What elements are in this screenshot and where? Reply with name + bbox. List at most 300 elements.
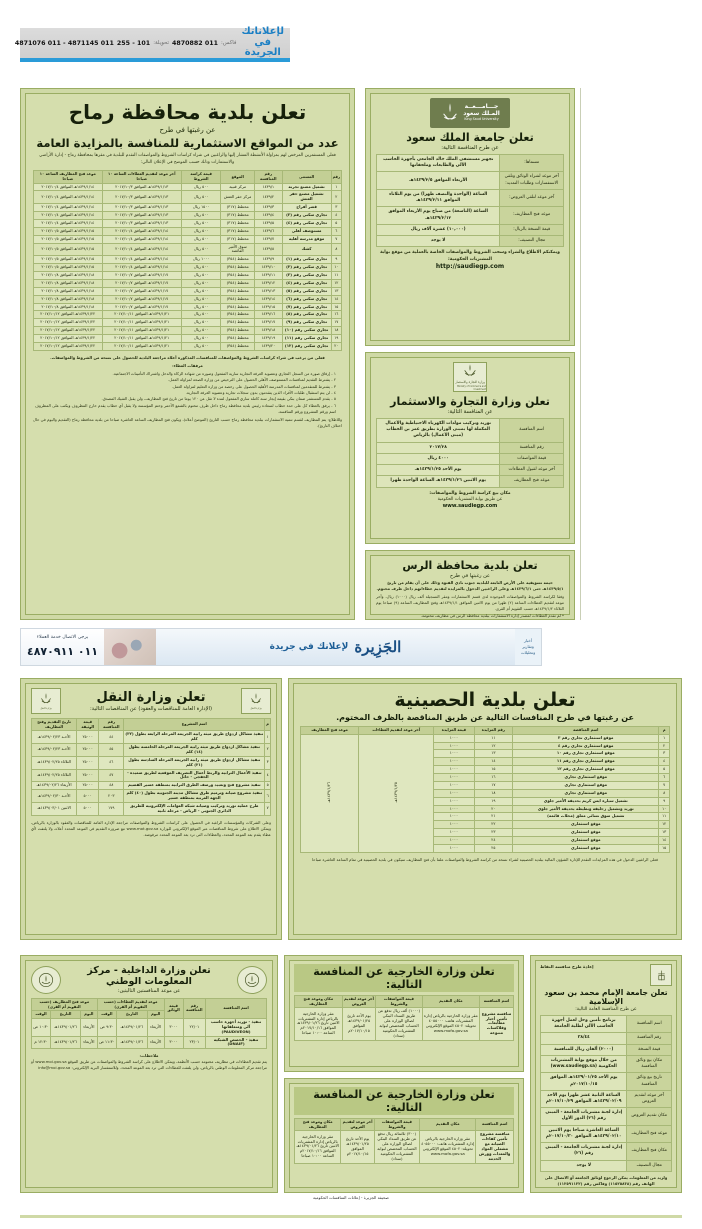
table-cell: ١٤٣٩/١/١٥هـ الموافق ٢٠١٧/١٠/٥ (34, 264, 103, 272)
table-row (32, 731, 271, 744)
table-cell: ١٤٣٩/١/١٣هـ الموافق ٢٠١٧/١٠/٣ (102, 191, 181, 204)
table-row (34, 191, 342, 204)
imam-key-4: تاريخ بيع وثائق المنافسة (627, 1073, 672, 1090)
imam-value-7: الساعة العاشرة صباحا يوم الاثنين ١٤٣٩/٠٢/١٠هـ الموافق ٢٠١٧/١٠/٣٠م (541, 1125, 627, 1142)
foreign1-col-2: قيمة المواصفات والشروط (376, 996, 422, 1008)
table-cell: ١٤٣٩/٠١/٢٦هـ (51, 1018, 81, 1036)
table-cell: مخطط (٣٥٤) (221, 342, 255, 350)
ad-alrass-municipality (365, 550, 575, 620)
commerce-key-3: آخر موعد لقبول العطاءات (500, 465, 564, 476)
table-cell: ١٤٣٩/١٨ (254, 327, 282, 335)
ad-imam-university (530, 955, 682, 1193)
table-row (34, 335, 342, 343)
table-cell: ٥٠٠٠ (77, 802, 99, 815)
imam-row (541, 1044, 672, 1055)
commerce-value-2: ٤٠٠٠ ريال (377, 453, 500, 464)
table-cell: الأربعاء (81, 1018, 98, 1036)
transport-tenders-table (31, 718, 271, 816)
rumah-sub2: عدد من المواقع الاستثمارية للمنافسة بالمزايدة العامة (36, 136, 339, 150)
jazirah-logo: الجَزِيرة (354, 638, 402, 656)
husainiyah-deadline: ١٤٣٩/١/٢٥هـ (359, 734, 434, 852)
ksu-key-1: آخر موعد لشراء الوثائق وتلقي الاستفسارات وطلبات التمديد: (500, 172, 564, 189)
transport-col-0: م (265, 719, 271, 731)
ext-number: 101 - 255 (116, 39, 151, 47)
table-cell: تجاري سكني رقم (١١) (282, 335, 331, 343)
commerce-row (377, 453, 564, 464)
interior-emblem-icon-right (237, 966, 267, 994)
table-cell: ٥٠٠ ريال (181, 272, 220, 280)
ad-banner-cta[interactable] (156, 629, 515, 665)
table-cell: ١٤٣٩/١/١٤هـ الموافق ٢٠١٧/١٠/٤ (34, 183, 103, 191)
table-cell: مخطط (٣١٧) (221, 219, 255, 227)
table-cell: ٣ (331, 204, 341, 212)
table-cell: تنفيذ مشاكل ازدواج طريق ميثة رابية الجريمة المرحلة الرابعة بطول (٣٢) كلم (124, 731, 265, 744)
interior-subcol-4: التاريخ (51, 1011, 81, 1019)
ksu-logo-english: King Saud University (464, 117, 499, 121)
ads-header-brand-line1: لإعلاناتك (241, 26, 284, 38)
interior-col-3: موعد لتقديم العطاءات (حسب التقويم أم القرى) (97, 999, 164, 1011)
ksu-value-0: تجهيز مستشفى الملك خالد الجامعي بأجهزة الحاسب الآلي والطابعات وملحقاتها (377, 155, 500, 172)
table-cell: ١٤٣٩/١/١٣هـ الموافق ٢٠١٧/١٠/٣ (102, 212, 181, 220)
jazirah-ad-banner[interactable] (20, 628, 542, 666)
imam-value-9: لا يوجد (541, 1160, 627, 1171)
ksu-portal-url[interactable]: http://saudiegp.com (435, 263, 505, 271)
rass-body: خيمة تسويقية على الأرض التابعة للبلدية جنوب نادي الفتوة وذلك على أن يقام من تاريخ ١٤٣٩/٥/١هـ حتى ١٤٣٩/٦/١هـ وعلى الراغبين الدخول بالمزايدة لتقديم عطاءاتهم داخل ظرف مختوم. (376, 580, 564, 592)
husainiyah-col-4: آخر موعد لتقديم العطاءات (359, 727, 434, 735)
table-cell: ١٠٠٠ (434, 844, 474, 852)
table-cell: مخطط (٣١٧) (221, 212, 255, 220)
table-cell: ١٤٣٩/١/٢١هـ الموافق ٢٠١٧/١٠/١١ (102, 319, 181, 327)
table-cell: ٥٠٠ ريال (181, 335, 220, 343)
imam-value-6: إدارة لجنة مشتريات الجامعة - المبنى رقم (٢٦) الدور الأول (541, 1108, 627, 1125)
table-row (34, 235, 342, 243)
table-cell: ١٤٣٩/١/٢١هـ الموافق ٢٠١٧/١٠/١١ (102, 342, 181, 350)
table-cell: تجاري سكني رقم (٨) (282, 311, 331, 319)
table-cell: ٣ (659, 750, 670, 758)
table-cell: ٩ (331, 256, 341, 264)
table-cell: ١٤٣٩/١/١٤هـ الموافق ٢٠١٧/١٠/٤ (102, 264, 181, 272)
table-cell: ١٤٣٩/٠١/٢٦هـ (117, 1018, 148, 1036)
rumah-col-2: رقم المنافسة (254, 171, 282, 183)
rumah-condition-5: ٦ - يرفق بالعطاء كل على حدة خطاب لسعادة رئيس بلدية محافظة رماح داخل ظرف مختوم بالشمع الأحمر وختم المؤسسة ولا يقبل أي خطاب يقدم خارج المظروف ويكتب على المظروف اسم ورقم المشروع ورقم المنافسة. (35, 402, 336, 414)
table-cell: ١٦ (331, 311, 341, 319)
table-cell: ١٤٣٩/١/٢١هـ الموافق ٢٠١٧/١٠/١١ (102, 311, 181, 319)
table-row (295, 1131, 514, 1163)
table-cell: مخطط (٣٥٤) (221, 311, 255, 319)
table-cell: ٤ (265, 769, 271, 782)
husainiyah-col-0: م (659, 727, 670, 735)
table-row (34, 319, 342, 327)
ads-contact-header (14, 26, 290, 59)
table-cell: تجاري سكني رقم (١٢) (282, 342, 331, 350)
imam-row (541, 1055, 672, 1072)
ksu-footer-note: ويمكنكم الاطلاع والشراء وسحب الشروط والمواصفات الخاصة بالعملية من موقع بوابة المشتريات الحكومية: (380, 250, 560, 262)
commerce-row (377, 419, 564, 443)
interior-subcol-2: الوقت (97, 1011, 116, 1019)
ksu-details-table (376, 154, 564, 247)
table-cell: تنفيذ - الحصص الشبكية (DNAIF) (206, 1036, 267, 1049)
husainiyah-col-1: اسم المناقصة (513, 727, 659, 735)
table-cell: ١٤٣٩/١/١٣هـ الموافق ٢٠١٧/١٠/٣ (102, 204, 181, 212)
table-cell: ١٣ (474, 750, 513, 758)
table-cell: ١٤٣٩/١/١٤هـ الموافق ٢٠١٧/١٠/٤ (102, 243, 181, 256)
foreign2-col-4: مكان وموعد فتح المظاريف (295, 1119, 341, 1131)
table-cell: ١٤٣٩/٢ (254, 191, 282, 204)
table-cell: ١٣ (659, 829, 670, 837)
table-cell: ١٤٣٩/١/١٨هـ الموافق ٢٠١٧/١٠/٨ (34, 279, 103, 287)
imam-row (541, 1016, 672, 1033)
table-cell: ١٠٠٠ (434, 734, 474, 742)
table-cell: ٢٣/٠١ (183, 1036, 206, 1049)
table-cell: ٥٠٠ ريال (181, 235, 220, 243)
table-cell: ٢٥٠٠٠ (77, 731, 99, 744)
rumah-after-table: فعلى من يرغب في شراء كراسات الشروط والمواصفات للمنافسات المذكورة أعلاه مراجعة البلدية للحصول على نسخة من الشروط والمواصفات. (50, 354, 325, 360)
table-cell: ١٤٣٩/٩ (254, 256, 282, 264)
foreign2-cell-2: (٣٠٠) ثلاثمائة ريال تدفع عن طريق السداد البنكي لصالح الوزارة على الحساب المخصص لبوابة المشتريات الحكومية (سداد) (374, 1131, 419, 1163)
commerce-key-0: اسم المنافسة (500, 419, 564, 443)
table-cell: تشغيل مصنع تجربة (282, 183, 331, 191)
table-cell: ٦ (265, 790, 271, 803)
table-cell: مستوصف أهلي (282, 227, 331, 235)
table-cell: الأحـد ١٤٣٩/٠٢/٢٣هـ (32, 731, 77, 744)
foreign2-col-3: آخر موعد لتقديم العروض (341, 1119, 374, 1131)
rumah-title: تعلن بلدية محافظة رماح (68, 100, 307, 124)
commerce-key-2: قيمة المواصفات (500, 453, 564, 464)
table-cell: ١٤٣٩/١٥ (254, 303, 282, 311)
foreign2-cell-4: مقر وزارة الخارجية بالرياض إدارة المشتريات الاثنين تاريخ ١٤٣٩/٠١/٢٦هـ الموافق ٢٠١٧/١٠/١٦م الساعة ١٠:٠٠ صباحا (295, 1131, 341, 1163)
table-cell: ١٠٠٠ (434, 766, 474, 774)
table-cell: ١٠٠٠ (434, 821, 474, 829)
table-cell: ١٨ (474, 789, 513, 797)
transport-emblem-icon-left (31, 688, 61, 714)
foreign1-table (294, 995, 514, 1041)
table-cell: موقع استثماري (513, 829, 659, 837)
table-cell: ٢٥ (474, 844, 513, 852)
table-cell: مخطط (٣٥٤) (221, 335, 255, 343)
table-cell: طرح عملية توريد وتركيب وصيانة شبكة العوامات الإلكترونية للطريق الدائري الجنوبي - الرياض - مرحلة ثانية (124, 802, 265, 815)
commerce-value-3: يوم الأحد ١٤٣٩/١/٢٥هـ (377, 465, 500, 476)
table-cell: تنفيذ مشاكل ازدواج طريق ميثة رابية الجريمة المرحلة السادسة بطول (٢١) كلم (124, 756, 265, 769)
rumah-condition-1: ٢ - يشترط التقديم لمنافسات المستوصف الأهلي الحصول على الترخيص من وزارة الصحة لمزاولة العمل. (168, 377, 336, 383)
table-cell: ١٤٣٩/٨ (254, 243, 282, 256)
table-cell: ٨ (331, 243, 341, 256)
table-cell: تجاري سكني رقم (٢) (282, 264, 331, 272)
ad-banner-photo (104, 629, 156, 665)
foreign1-col-1: مكان التقديم (422, 996, 479, 1008)
table-cell: ٥٠٠ ريال (181, 243, 220, 256)
imam-details-table (540, 1015, 672, 1172)
ksu-row (377, 172, 564, 189)
table-cell: ٧ (659, 781, 670, 789)
rumah-notice: وللاطلاع: يتم المطاريف لقسم تنمية الاستثمارات ببلدية محافظة رماح حسب التاريخ (الموضح أعلاه)، ويكون فتح المظاريف الساعة العاشرة صباحا من بلدية محافظة رماح (التقديم واليوم في حال اختلاف التاريخ). (33, 417, 342, 429)
rumah-col-6: موعد فتح المظاريف الساعة ١٠ صباحا (34, 171, 103, 183)
header-accent-rule (20, 58, 290, 62)
imam-emblem-icon (650, 964, 672, 986)
table-row (34, 256, 342, 264)
table-cell: ١٤٣٩/١/١٤هـ الموافق ٢٠١٧/١٠/٤ (34, 212, 103, 220)
table-cell: ٩ (659, 797, 670, 805)
table-cell: ٤ (659, 758, 670, 766)
table-cell: ٢٢ (474, 821, 513, 829)
table-cell: ٩:٣٠ ص (97, 1018, 116, 1036)
ads-header-brand (241, 27, 284, 59)
table-cell: ٥٠٠٠ (77, 790, 99, 803)
ksu-key-3: موعد فتح المظاريف: (500, 207, 564, 224)
ksu-value-2: الساعة (الواحدة والنصف ظهرا) من يوم الثلاثاء الموافق ١٤٣٩/٢/١١هـ (377, 189, 500, 206)
table-cell: ١٤٣٩/١/٢٢هـ الموافق ٢٠١٧/١٠/١٢ (34, 327, 103, 335)
commerce-details-table (376, 418, 564, 488)
table-cell: موقع استثماري تجاري (513, 789, 659, 797)
imam-title: تعلن جامعة الإمام محمد بن سعود الإسلامية (544, 988, 668, 1006)
table-cell: ٢٥٠٠٠ (77, 744, 99, 757)
ad-foreign-affairs-1 (284, 955, 524, 1072)
table-cell: ١٤٣٩/١/١٤هـ الموافق ٢٠١٧/١٠/٤ (102, 256, 181, 264)
table-row (34, 303, 342, 311)
table-cell: ١١ (474, 734, 513, 742)
husainiyah-col-2: رقم المزايدة (474, 727, 513, 735)
table-cell: ٥٠٠ ريال (181, 287, 220, 295)
commerce-value-1: ٢٠١٧/٢٨ (377, 442, 500, 453)
ksu-key-4: قيمة النسخة بالريال: (500, 224, 564, 235)
table-cell: تجاري سكني رقم (٤) (282, 279, 331, 287)
table-cell: ٧ (331, 235, 341, 243)
table-cell: ١٤٣٩/١/٢١هـ الموافق ٢٠١٧/١٠/١١ (102, 327, 181, 335)
ksu-value-4: (١٠,٠٠٠) عشرة آلاف ريال (377, 224, 500, 235)
table-cell: ٥٠٠ ريال (181, 342, 220, 350)
table-cell: موقع استثماري تجاري رقم ٣ (513, 734, 659, 742)
foreign1-cell-1: مقر وزارة الخارجية بالرياض إدارة المشتريات هاتف: ٤٠٥٥٠٠٠ تحويلة: ٤٥٠٢ الموقع الإلكتروني www.mofa.gov.sa (422, 1008, 479, 1040)
rumah-attachments-title: مرفقات العطاء: (172, 362, 203, 368)
foreign2-col-1: مكان التقديم (420, 1119, 476, 1131)
table-cell: ١٤٣٩/١/١٧هـ الموافق ٢٠١٧/١٠/٧ (102, 303, 181, 311)
interior-title: تعلن وزارة الداخلية - مركز المعلومات الوطني (87, 965, 211, 987)
table-cell: قصر أفراح (282, 204, 331, 212)
table-cell: تنفيذ - توريد أجهزة حاسب آلي ومتعلقاتها (PAUDIVEON) (206, 1018, 267, 1036)
interior-col-2: قيمة الوثائق (164, 999, 183, 1019)
table-cell: مخطط (٣٥٤) (221, 303, 255, 311)
table-row (34, 342, 342, 350)
table-header-row (32, 719, 271, 731)
table-cell: ٢٥٠٠٠ (77, 769, 99, 782)
imam-value-5: الساعة الثانية عشر ظهرا يوم الأحد ١٤٣٩/٠٢/٠٩هـ الموافق ٢٠١٧/١٠/٢٩م (541, 1090, 627, 1107)
commerce-badge-caption: وزارة التجارة والاستثمار (455, 380, 485, 384)
table-cell: ١٤٣٩/١/١٣هـ الموافق ٢٠١٧/١٠/٣ (102, 219, 181, 227)
table-cell: موقع استثماري (513, 821, 659, 829)
table-cell: ١٤٣٩/١/٢٢هـ الموافق ٢٠١٧/١٠/١٢ (34, 335, 103, 343)
table-cell: ٥٠٠ ريال (181, 264, 220, 272)
interior-subcol-0: اليوم (147, 1011, 164, 1019)
table-header-row (295, 1119, 514, 1131)
interior-emblem-icon-left (31, 966, 61, 994)
table-cell: ١٤٣٩/١/١٥هـ الموافق ٢٠١٧/١٠/٥ (34, 235, 103, 243)
commerce-footer-sub: عن طريق بوابة المشتريات الحكومية (437, 496, 503, 502)
table-cell: موقع استثماري (513, 844, 659, 852)
foreign2-cell-3: يوم الأحد تاريخ ١٤٣٩/٠١/٢٥هـ الموافق ٢٠١٧/١٠/١٥م (341, 1131, 374, 1163)
transport-emblem-icon-right (241, 688, 271, 714)
table-cell: ٤٦ (99, 756, 124, 769)
table-cell: ١٤٣٩/١/١٥هـ الموافق ٢٠١٧/١٠/٥ (34, 256, 103, 264)
table-cell: ١٤٣٩/١/١٨هـ الموافق ٢٠١٧/١٠/٨ (34, 272, 103, 280)
imam-value-0: برنامج تأمين وحل لعمل أجهزة الحاسب الآلي لطلبة الجامعة (541, 1016, 627, 1033)
table-cell: ٥٠٠ ريال (181, 303, 220, 311)
table-header-row (32, 999, 267, 1011)
column-divider (580, 88, 581, 620)
table-cell: الثلاثاء ١٤٣٩/٠٢/٢٥هـ (32, 756, 77, 769)
ksu-row (377, 224, 564, 235)
table-cell: ١٠٠٠ (434, 797, 474, 805)
transport-badge-caption-left: وزارة النقل (40, 707, 52, 710)
imam-key-5: آخر موعد لتقديم العروض (627, 1090, 672, 1107)
table-cell: موقع استثماري (513, 837, 659, 845)
table-cell: الأحـد ١٤٣٩/٠٢/٢٣هـ (32, 744, 77, 757)
table-cell: ١٠:٣٠ ص (32, 1018, 51, 1036)
table-cell: ١٤٣٩/١/٢٢هـ الموافق ٢٠١٧/١٠/١٢ (34, 319, 103, 327)
table-cell: ١٤٣٩/١٣ (254, 287, 282, 295)
imam-value-1: ٣٨/٤٤ (541, 1033, 627, 1044)
table-cell: ٥٠٠ ريال (181, 227, 220, 235)
rass-subtitle: عن رغبتها في طرح (450, 573, 490, 579)
table-cell: ١٩ (474, 797, 513, 805)
table-cell: ٣٠٠٠ (164, 1018, 183, 1036)
table-cell: ١٤٣٩/١/١٧هـ الموافق ٢٠١٧/١٠/٧ (102, 287, 181, 295)
table-cell: تجاري سكني رقم (٧) (282, 303, 331, 311)
ad-foreign-affairs-2 (284, 1078, 524, 1193)
table-row (34, 279, 342, 287)
foreign1-col-4: مكان وموعد فتح المظاريف (295, 996, 343, 1008)
table-cell: الثلاثاء ١٤٣٩/٠٢/٢٥هـ (32, 769, 77, 782)
husainiyah-subtitle: عن رغبتها في طرح المنافسات التالية عن طريق المناقصة بالظرف المختوم. (336, 713, 634, 722)
table-cell: ١٤٣٩/١/١٧هـ الموافق ٢٠١٧/١٠/٧ (102, 295, 181, 303)
table-cell: ١٠٠٠ (434, 813, 474, 821)
table-cell: ١٩ (331, 335, 341, 343)
table-cell: ٢٠٣ (99, 790, 124, 803)
ads-header-contacts (15, 40, 237, 47)
table-row (32, 744, 271, 757)
table-cell: مخطط (٣١٧) (221, 227, 255, 235)
commerce-value-4: يوم الاثنين ١٤٣٩/١/٢٦هـ الساعة الواحدة ظهرا (377, 476, 500, 487)
table-cell: الأربعاء (147, 1018, 164, 1036)
table-cell: تنفيذ مشروع فتح وتعبيد ورصف الطرق الترابية بمنطقة عسير القصيم (124, 782, 265, 790)
imam-row (541, 1125, 672, 1142)
table-header-row (34, 171, 342, 183)
table-cell: ١٤٣٩/١٠ (254, 264, 282, 272)
rumah-condition-0: ١ - إرفاق صورة من السجل التجاري وعضوية الغرفة التجارية سارية المفعول وصورة من شهادة الزكاة والدخل واشتراك التأمينات الاجتماعية. (112, 370, 336, 376)
ksu-row (377, 235, 564, 246)
table-cell: موقع استثماري تجاري رقم ٤ (513, 742, 659, 750)
table-row (32, 782, 271, 790)
ad-banner-phone[interactable] (21, 635, 104, 659)
rumah-col-3: الموقع (221, 171, 255, 183)
table-cell: ١٧ (331, 319, 341, 327)
table-row (32, 769, 271, 782)
table-cell: ١٤٣٩/٦ (254, 227, 282, 235)
imam-key-3: مكان بيع وثائق المنافسة (627, 1055, 672, 1072)
commerce-footer-title: مكان بيع كراسة الشروط والمواصفات: (429, 490, 511, 496)
ad-rumah-municipality (20, 88, 355, 620)
table-cell: ١٤٣٩/١/١٧هـ الموافق ٢٠١٧/١٠/٧ (102, 279, 181, 287)
table-cell: ١٠٠٠ (434, 829, 474, 837)
commerce-value-0: توريد وتركيب مولدات الكهرباء الاحتياطية والأعمال المكملة لها بمبنى الوزارة بطريق عمر بن الخطاب (مبنى الأعمال) بالرياض (377, 419, 500, 443)
table-cell: ١١ (331, 272, 341, 280)
ksu-row (377, 207, 564, 224)
table-cell: تنفيذ مشروع صيانة وترميم طرق مشاكل مدينة الجنوبية بطول (٤٠) كلم الجهة الغربية بمنطقة عسير (124, 790, 265, 803)
table-cell: سوق الأمير الفائضة (221, 243, 255, 256)
table-cell: ١٤٣٩/١/١٤هـ الموافق ٢٠١٧/١٠/٤ (102, 235, 181, 243)
table-cell: تجاري سكني رقم (١) (282, 256, 331, 264)
foreign1-cell-4: مقر وزارة الخارجية بالرياض إدارة المشتريات الاثنين تاريخ ١٤٣٩/٠١/٢٦هـ الموافق ٢٠١٧/١٠/١٦م الساعة ١٠:٠٠ صباحا (295, 1008, 343, 1040)
table-row (34, 295, 342, 303)
table-cell: تنفيذ مشاكل ازدواج طريق ميثة رابية الجريمة المرحلة الخامسة بطول (١٤) كلم (124, 744, 265, 757)
table-cell: مخطط (٣٥٤) (221, 295, 255, 303)
table-cell: ١٠٠٠ (434, 750, 474, 758)
table-cell: ٦ (331, 227, 341, 235)
table-cell: موقع مدرسة أهلية (282, 235, 331, 243)
table-cell: ٥٠٠ ريال (181, 191, 220, 204)
transport-col-4: تاريخ التقديم وفتح المظاريف (32, 719, 77, 731)
table-header-row (295, 996, 514, 1008)
ad-topic-3: وتحليلات (520, 650, 536, 655)
table-cell: ١ (331, 183, 341, 191)
ad-husainiyah-municipality (288, 678, 682, 940)
table-cell: ٤٤ (99, 731, 124, 744)
table-cell: ١٤٣٩/٧ (254, 235, 282, 243)
table-cell: ١٠٠٠ (434, 742, 474, 750)
table-cell: مركز قنيبة (221, 183, 255, 191)
table-row (34, 311, 342, 319)
table-cell: موقع استثماري تجاري رقم ١١ (513, 758, 659, 766)
table-cell: توريد وتشغيل زحليقة ونطيطة بحديقة الأمير جلوي (513, 805, 659, 813)
table-cell: ٦ (659, 774, 670, 782)
ad-king-saud-university (365, 88, 575, 346)
rumah-col-0: رقم (331, 171, 341, 183)
imam-key-7: موعد فتح المظاريف (627, 1125, 672, 1142)
table-cell: مخطط (٣١٧) (221, 204, 255, 212)
commerce-portal-url[interactable]: www.saudiegp.com (442, 503, 498, 510)
table-cell: ٨ (659, 789, 670, 797)
ksu-row (377, 189, 564, 206)
imam-key-8: مكان فتح المظاريف (627, 1143, 672, 1160)
table-cell: الأربعاء (81, 1036, 98, 1049)
foreign2-title: تعلن وزارة الخارجية عن المنافسة التالية: (294, 1087, 514, 1115)
table-cell: ١٤٣٩/١ (254, 183, 282, 191)
rass-notes: وفقا لكراسة الشروط والمواصفات الموجودة لدى قسم الاستثمارات ومقر التسجيلة ألف ريال (١٠٠٠) ريال، وآخر موعد لتقديم العطاءات الساعة (٢) ظهرا من يوم الاثنين الموافق ١٤٣٩/١/١هـ وفتح المظاريف الساعة (٩) صباحا يوم الثلاثاء ١٤٣٩/١/٢هـ حسب التقويم أم القرى. (376, 594, 565, 612)
table-cell: ١٤٣٩/١/١٤هـ الموافق ٢٠١٧/١٠/٤ (34, 219, 103, 227)
rass-note2: * لم تقدم العطاءات لمصدر إدارة الاستثمارات ببلدية محافظة الرس في مظاريف مختومة. (420, 613, 564, 619)
imam-key-0: اسم المنافسة (627, 1016, 672, 1033)
table-cell: ٥٠٠ ريال (181, 311, 220, 319)
table-row (34, 243, 342, 256)
table-cell: ١٤٣٩/١/١٥هـ الموافق ٢٠١٧/١٠/٥ (34, 243, 103, 256)
husainiyah-col-5: موعد فتح المظاريف (301, 727, 359, 735)
phone-numbers: 011 4871145 - 011 4871076 (14, 39, 114, 47)
table-cell: ١١ (659, 813, 670, 821)
interior-col-0: اسم المنافسة (206, 999, 267, 1019)
imam-row (541, 1073, 672, 1090)
table-cell: ٥٠٠ ريال (181, 219, 220, 227)
rumah-col-5: آخر موعد لتقديم العطاءات الساعة ١٠ صباحا (102, 171, 181, 183)
table-cell: الأربعاء (147, 1036, 164, 1049)
table-cell: ١٤ (331, 295, 341, 303)
table-cell: ١٠٠٠ ريال (181, 256, 220, 264)
table-cell: ١٥ (474, 766, 513, 774)
ksu-logo-arabic (463, 104, 500, 122)
imam-key-6: مكان تقديم العروض (627, 1108, 672, 1125)
table-row (34, 212, 342, 220)
ksu-subtitle: عن طرح المنافسة التالية: (441, 145, 499, 151)
table-cell: مخطط (٣٥٤) (221, 319, 255, 327)
table-cell: ١ (265, 731, 271, 744)
table-cell: مخطط (٣١٧) (221, 235, 255, 243)
